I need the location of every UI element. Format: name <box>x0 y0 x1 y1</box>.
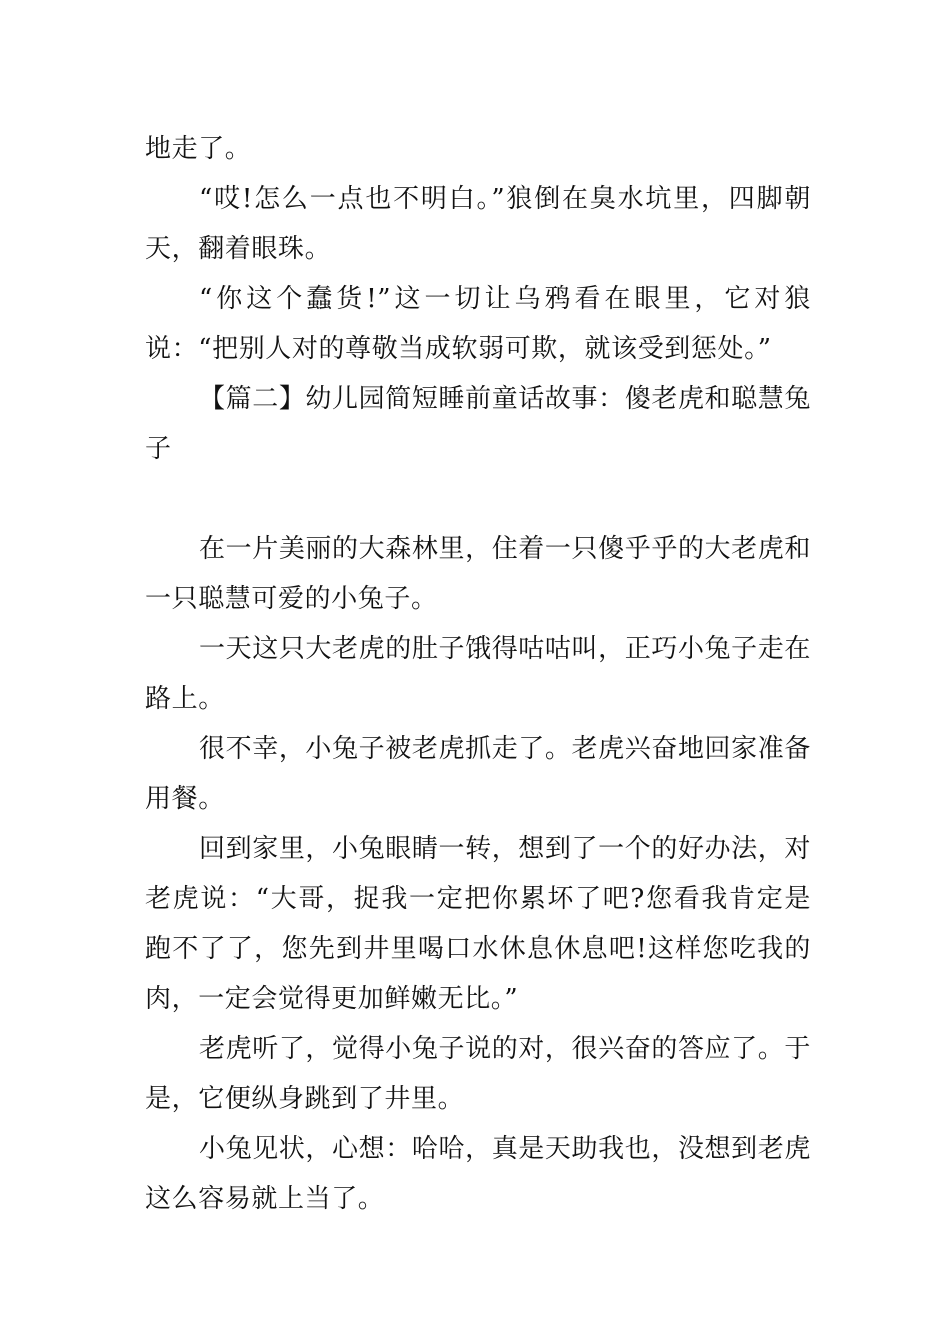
paragraph: “哎!怎么一点也不明白。”狼倒在臭水坑里，四脚朝天，翻着眼珠。 <box>145 184 811 264</box>
paragraph: “你这个蠢货!”这一切让乌鸦看在眼里，它对狼说：“把别人对的尊敬当成软弱可欺，就该受到惩处。” <box>145 284 811 364</box>
paragraph: 在一片美丽的大森林里，住着一只傻乎乎的大老虎和一只聪慧可爱的小兔子。 <box>145 534 811 614</box>
paragraph: 一天这只大老虎的肚子饿得咕咕叫，正巧小兔子走在路上。 <box>145 634 811 714</box>
paragraph-continuation: 地走了。 <box>145 134 252 164</box>
paragraph: 回到家里，小兔眼睛一转，想到了一个的好办法，对老虎说：“大哥，捉我一定把你累坏了吧?您看我肯定是跑不了了，您先到井里喝口水休息休息吧!这样您吃我的肉，一定会觉得更加鲜嫩无比。” <box>145 834 811 1014</box>
section-heading: 【篇二】幼儿园简短睡前童话故事：傻老虎和聪慧兔子 <box>145 384 811 464</box>
blank-line <box>145 474 811 524</box>
paragraph: 很不幸，小兔子被老虎抓走了。老虎兴奋地回家准备用餐。 <box>145 734 811 814</box>
paragraph: 小兔见状，心想：哈哈，真是天助我也，没想到老虎这么容易就上当了。 <box>145 1134 811 1214</box>
paragraph: 老虎听了，觉得小兔子说的对，很兴奋的答应了。于是，它便纵身跳到了井里。 <box>145 1034 811 1114</box>
document-body <box>145 124 811 1224</box>
